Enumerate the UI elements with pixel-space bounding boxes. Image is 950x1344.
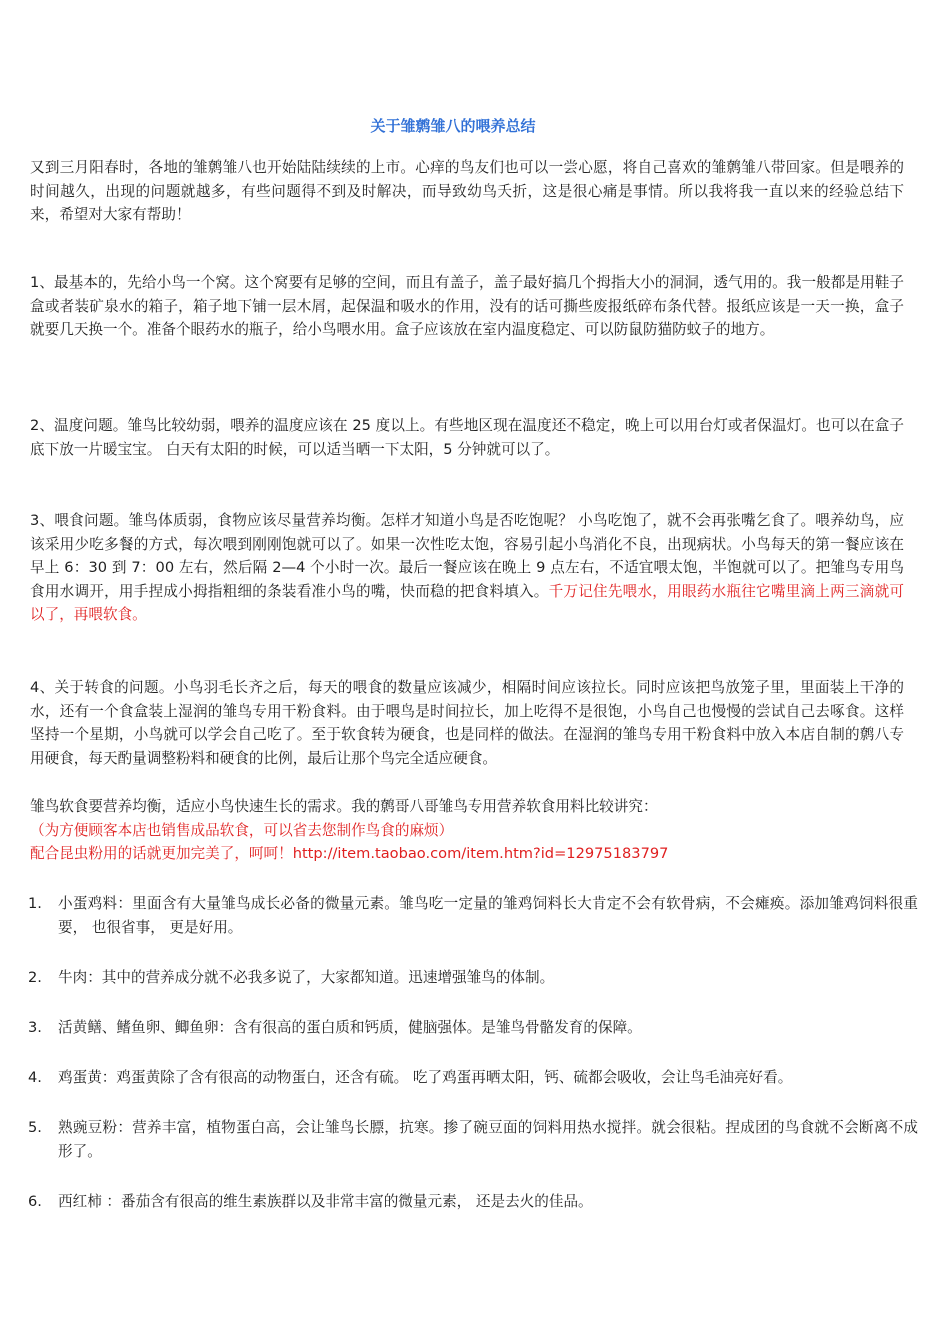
list-item (28, 966, 918, 990)
list-item-number: 2. (28, 969, 42, 986)
intro-paragraph: 又到三月阳春时，各地的雏鹩雏八也开始陆陆续续的上市。心痒的鸟友们也可以一尝心愿，将自己喜欢的雏鹩雏八带回家。但是喂养的时间越久，出现的问题就越多，有些问题得不到及时解决，而导致幼鸟夭折，这是很心痛是事情。所以我将我一直以来的经验总结下来，希望对大家有帮助！ (30, 159, 904, 223)
list-item-text: 熟豌豆粉：营养丰富，植物蛋白高，会让雏鸟长膘，抗寒。掺了碗豆面的饲料用热水搅拌。就会很粘。捏成团的鸟食就不会断离不成形了。 (58, 1119, 918, 1160)
list-item-text: 牛肉：其中的营养成分就不必我多说了，大家都知道。迅速增强雏鸟的体制。 (58, 969, 555, 986)
list-item (28, 1116, 918, 1163)
list-item (28, 1066, 918, 1090)
section-3-warning: 千万记住先喂水，用眼药水瓶往它嘴里滴上两三滴就可以了，再喂软食。 (30, 582, 904, 623)
section-4-paragraph: 4、关于转食的问题。小鸟羽毛长齐之后，每天的喂食的数量应该减少，相隔时间应该拉长。同时应该把鸟放笼子里，里面装上干净的水，还有一个食盒装上湿润的雏鸟专用干粉食料。由于喂鸟是时间拉长，加上吃得不是很饱，小鸟自己也慢慢的尝试自己去啄食。这样坚持一个星期，小鸟就可以学会自己吃了。至于软食转为硬食，也是同样的做法。在湿润的雏鸟专用干粉食料中放入本店自制的鹩八专用硬食，每天酌量调整粉料和硬食的比例，最后让那个鸟完全适应硬食。 (30, 679, 904, 767)
list-item-number: 5. (28, 1119, 42, 1136)
list-item-number: 6. (28, 1193, 42, 1210)
list-item-number: 3. (28, 1019, 42, 1036)
list-item-text: 小蛋鸡料：里面含有大量雏鸟成长必备的微量元素。雏鸟吃一定量的雏鸡饲料长大肯定不会有软骨病，不会瘫痪。添加雏鸡饲料很重要， 也很省事， 更是好用。 (58, 895, 918, 936)
notes-line-2: （为方便顾客本店也销售成品软食，可以省去您制作鸟食的麻烦） (30, 822, 454, 839)
list-item (28, 892, 918, 939)
section-3-text: 3、喂食问题。雏鸟体质弱，食物应该尽量营养均衡。怎样才知道小鸟是否吃饱呢？ 小鸟吃饱了，就不会再张嘴乞食了。喂养幼鸟，应该采用少吃多餐的方式，每次喂到刚刚饱就可以了。如果一次性吃太饱，容易引起小鸟消化不良，出现病状。小鸟每天的第一餐应该在早上 6：30 到 7：00 左右，然后隔 2—4 个小时一次。最后一餐应该在晚上 9 点左右，不适宜喂太饱，半饱就可以了。把雏鸟专用鸟食用水调开，用手捏成小拇指粗细的条装看准小鸟的嘴，快而稳的把食料填入。 (30, 512, 904, 600)
list-item-text: 活黄鳝、鳍鱼卵、鲫鱼卵：含有很高的蛋白质和钙质，健脑强体。是雏鸟骨骼发育的保障。 (58, 1019, 642, 1036)
section-1-paragraph: 1、最基本的，先给小鸟一个窝。这个窝要有足够的空间，而且有盖子，盖子最好搞几个拇指大小的洞洞，透气用的。我一般都是用鞋子盒或者装矿泉水的箱子，箱子地下铺一层木屑，起保温和吸水的作用，没有的话可撕些废报纸碎布条代替。报纸应该是一天一换，盒子就要几天换一个。准备个眼药水的瓶子，给小鸟喂水用。盒子应该放在室内温度稳定、可以防鼠防猫防蚊子的地方。 (30, 274, 904, 338)
section-3-paragraph (30, 509, 904, 627)
section-2-paragraph: 2、温度问题。雏鸟比较幼弱，喂养的温度应该在 25 度以上。有些地区现在温度还不稳定，晚上可以用台灯或者保温灯。也可以在盒子底下放一片暖宝宝。 白天有太阳的时候，可以适当晒一下太阳，5 分钟就可以了。 (30, 417, 904, 458)
list-item-text: 鸡蛋黄：鸡蛋黄除了含有很高的动物蛋白，还含有硫。 吃了鸡蛋再晒太阳，钙、硫都会吸收，会让鸟毛油亮好看。 (58, 1069, 793, 1086)
notes-line-1: 雏鸟软食要营养均衡，适应小鸟快速生长的需求。我的鹩哥八哥雏鸟专用营养软食用料比较讲究： (30, 798, 658, 815)
list-item-text: 西红柿 ：番茄含有很高的维生素族群以及非常丰富的微量元素， 还是去火的佳品。 (58, 1193, 593, 1210)
list-item (28, 1016, 918, 1040)
list-item (28, 1190, 918, 1214)
list-item-number: 4. (28, 1069, 42, 1086)
notes-line-3: 配合昆虫粉用的话就更加完美了，呵呵！http://item.taobao.com/item.htm?id=12975183797 (30, 845, 669, 862)
list-item-number: 1. (28, 895, 42, 912)
document-title: 关于雏鹩雏八的喂养总结 (370, 117, 536, 135)
